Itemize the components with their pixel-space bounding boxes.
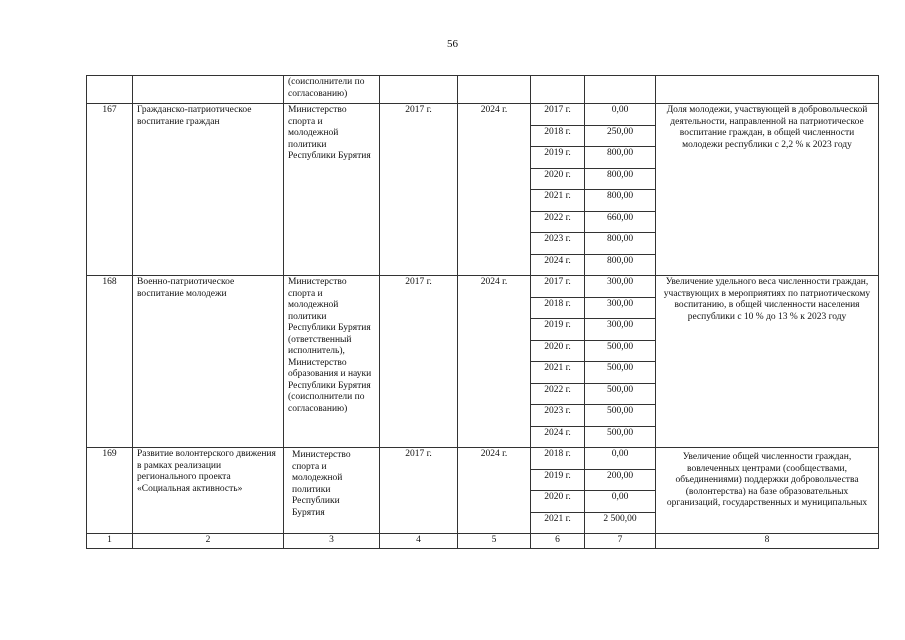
target-indicator: Увеличение удельного веса численности граждан, участвующих в мероприятиях по патриотическому воспитанию, в общей численности населения республики с 10 % до 13 % к 2023 году [656,276,879,448]
funding-year: 2024 г. [531,254,585,276]
funding-amount: 800,00 [585,147,656,169]
funding-year: 2019 г. [531,319,585,341]
funding-year: 2021 г. [531,362,585,384]
end-year: 2024 г. [458,104,531,276]
funding-year: 2018 г. [531,297,585,319]
target-indicator: Увеличение общей численности граждан, вовлеченных центрами (сообществами, объединениями) поддержки добровольчества (волонтерства) на базе образовательных организаций, государственных и муниципальных [666,452,868,508]
column-number: 6 [531,534,585,549]
row-number: 168 [87,276,133,448]
column-number: 3 [284,534,380,549]
funding-amount: 800,00 [585,168,656,190]
funding-amount: 800,00 [585,190,656,212]
funding-amount: 0,00 [585,448,656,470]
funding-amount: 800,00 [585,233,656,255]
column-number: 8 [656,534,879,549]
funding-amount: 660,00 [585,211,656,233]
target-indicator-cell [656,448,879,534]
funding-amount: 0,00 [585,491,656,513]
start-year: 2017 г. [380,276,458,448]
funding-amount: 250,00 [585,125,656,147]
column-numbers-row [87,534,879,549]
row-number: 167 [87,104,133,276]
funding-amount: 2 500,00 [585,512,656,534]
funding-year: 2020 г. [531,168,585,190]
funding-year: 2021 г. [531,512,585,534]
table-row [87,276,879,298]
funding-year: 2024 г. [531,426,585,448]
column-number: 1 [87,534,133,549]
funding-amount: 500,00 [585,362,656,384]
program-table [86,75,879,549]
funding-year: 2017 г. [531,276,585,298]
measure-name: Развитие волонтерского движения в рамках реализации регионального проекта «Социальная активность» [133,448,284,534]
end-year: 2024 г. [458,276,531,448]
column-number: 5 [458,534,531,549]
funding-amount: 300,00 [585,297,656,319]
row-number: 169 [87,448,133,534]
funding-amount: 200,00 [585,469,656,491]
responsible-agency: Министерство спорта и молодежной политики Республики Бурятия [292,450,351,518]
measure-name: Гражданско-патриотическое воспитание граждан [133,104,284,276]
column-number: 2 [133,534,284,549]
funding-year: 2022 г. [531,383,585,405]
table-row [87,104,879,126]
funding-amount: 0,00 [585,104,656,126]
agency-continuation: (соисполнители по согласованию) [284,76,380,104]
start-year: 2017 г. [380,104,458,276]
table-row [87,448,879,470]
column-number: 4 [380,534,458,549]
end-year: 2024 г. [458,448,531,534]
funding-year: 2023 г. [531,233,585,255]
funding-year: 2020 г. [531,340,585,362]
responsible-agency-cell [284,448,380,534]
funding-year: 2020 г. [531,491,585,513]
funding-amount: 300,00 [585,319,656,341]
funding-amount: 300,00 [585,276,656,298]
funding-year: 2022 г. [531,211,585,233]
start-year: 2017 г. [380,448,458,534]
funding-year: 2021 г. [531,190,585,212]
funding-amount: 800,00 [585,254,656,276]
funding-year: 2017 г. [531,104,585,126]
funding-amount: 500,00 [585,405,656,427]
page-number: 56 [447,38,458,50]
funding-year: 2023 г. [531,405,585,427]
funding-amount: 500,00 [585,340,656,362]
continuation-row [87,76,879,104]
column-number: 7 [585,534,656,549]
funding-amount: 500,00 [585,426,656,448]
funding-year: 2018 г. [531,125,585,147]
funding-year: 2019 г. [531,147,585,169]
funding-amount: 500,00 [585,383,656,405]
funding-year: 2019 г. [531,469,585,491]
responsible-agency: Министерство спорта и молодежной политики Республики Бурятия [284,104,380,276]
measure-name: Военно-патриотическое воспитание молодежи [133,276,284,448]
responsible-agency: Министерство спорта и молодежной политики Республики Бурятия (ответственный исполнитель), Министерство образования и науки Республики Бурятия (соисполнители по согласованию) [284,276,380,448]
target-indicator: Доля молодежи, участвующей в добровольческой деятельности, направленной на патриотическое воспитание граждан, в общей численности молодежи республики с 2,2 % к 2023 году [656,104,879,276]
funding-year: 2018 г. [531,448,585,470]
